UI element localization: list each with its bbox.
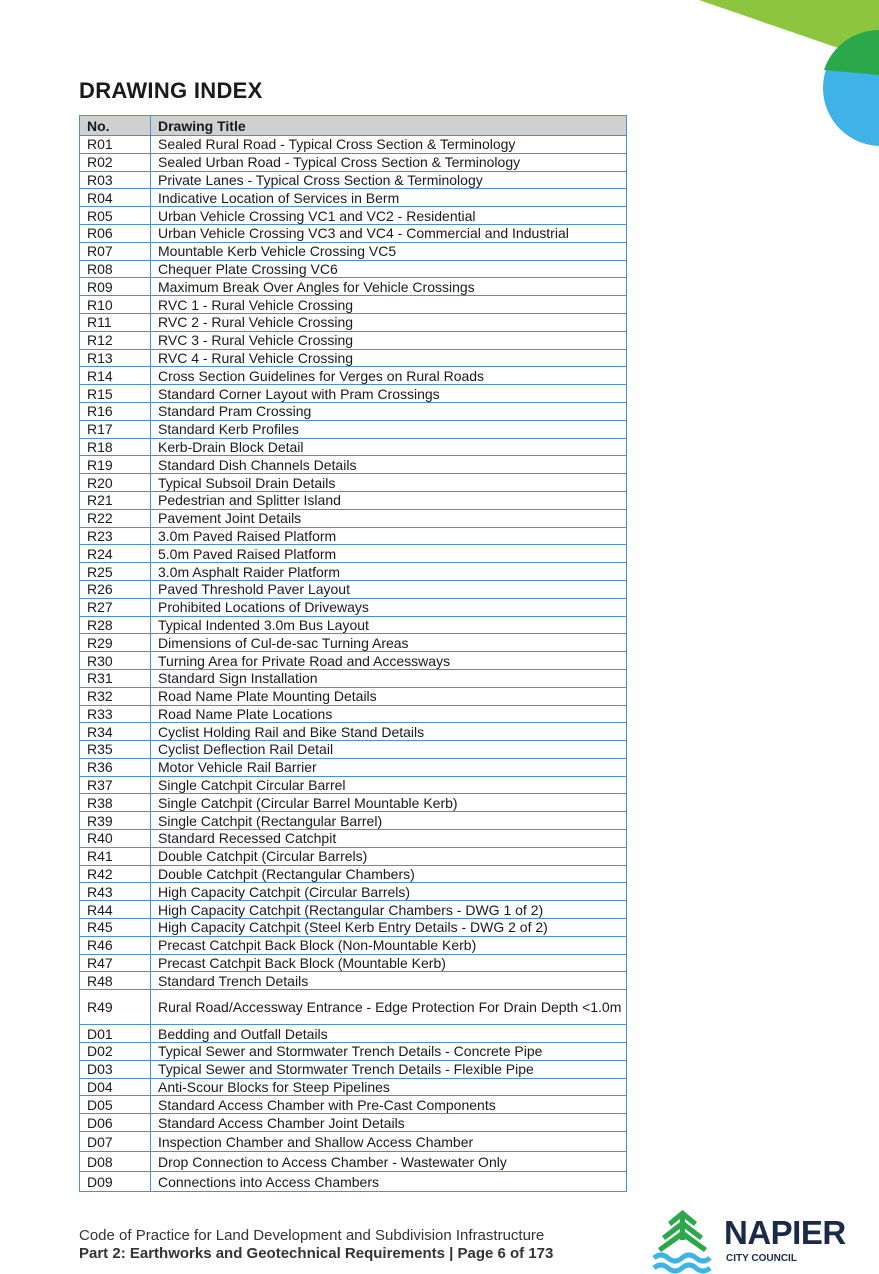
drawing-number: R46	[80, 936, 151, 954]
table-row	[80, 563, 627, 581]
table-row	[80, 723, 627, 741]
table-row	[80, 990, 627, 1025]
table-row	[80, 1172, 627, 1192]
table-row	[80, 936, 627, 954]
drawing-title: Standard Sign Installation	[151, 669, 627, 687]
drawing-title: Road Name Plate Mounting Details	[151, 687, 627, 705]
drawing-number: R11	[80, 313, 151, 331]
drawing-number: R05	[80, 207, 151, 225]
drawing-title: Drop Connection to Access Chamber - Wastewater Only	[151, 1152, 627, 1172]
logo-emblem-icon	[648, 1208, 720, 1274]
table-body	[80, 136, 627, 1192]
drawing-title: Standard Kerb Profiles	[151, 420, 627, 438]
drawing-number: R17	[80, 420, 151, 438]
drawing-title: High Capacity Catchpit (Circular Barrels)	[151, 883, 627, 901]
drawing-number: D08	[80, 1152, 151, 1172]
column-header-no: No.	[80, 116, 151, 136]
drawing-title: Connections into Access Chambers	[151, 1172, 627, 1192]
drawing-number: R20	[80, 474, 151, 492]
table-row	[80, 705, 627, 723]
drawing-number: D02	[80, 1043, 151, 1061]
drawing-title: Anti-Scour Blocks for Steep Pipelines	[151, 1078, 627, 1096]
table-row	[80, 794, 627, 812]
drawing-title: Urban Vehicle Crossing VC1 and VC2 - Residential	[151, 207, 627, 225]
table-row	[80, 242, 627, 260]
table-row	[80, 847, 627, 865]
drawing-title: Standard Pram Crossing	[151, 402, 627, 420]
drawing-title: Standard Access Chamber with Pre-Cast Components	[151, 1096, 627, 1114]
drawing-title: 3.0m Paved Raised Platform	[151, 527, 627, 545]
drawing-number: R37	[80, 776, 151, 794]
drawing-number: R08	[80, 260, 151, 278]
drawing-title: Standard Trench Details	[151, 972, 627, 990]
drawing-number: R25	[80, 563, 151, 581]
drawing-title: Single Catchpit (Rectangular Barrel)	[151, 812, 627, 830]
table-row	[80, 171, 627, 189]
table-row	[80, 1152, 627, 1172]
table-row	[80, 189, 627, 207]
drawing-number: R22	[80, 509, 151, 527]
drawing-title: Paved Threshold Paver Layout	[151, 580, 627, 598]
drawing-title: Chequer Plate Crossing VC6	[151, 260, 627, 278]
drawing-number: R28	[80, 616, 151, 634]
drawing-title: 5.0m Paved Raised Platform	[151, 545, 627, 563]
drawing-number: R26	[80, 580, 151, 598]
drawing-title: Precast Catchpit Back Block (Non-Mountable Kerb)	[151, 936, 627, 954]
table-row	[80, 1096, 627, 1114]
drawing-title: Sealed Rural Road - Typical Cross Section & Terminology	[151, 136, 627, 154]
table-row	[80, 1060, 627, 1078]
table-row	[80, 812, 627, 830]
table-row	[80, 865, 627, 883]
drawing-index-table	[79, 115, 627, 1192]
table-row	[80, 136, 627, 154]
drawing-title: Bedding and Outfall Details	[151, 1025, 627, 1043]
table-header-row	[80, 116, 627, 136]
drawing-number: D09	[80, 1172, 151, 1192]
table-row	[80, 1132, 627, 1152]
drawing-title: Dimensions of Cul-de-sac Turning Areas	[151, 634, 627, 652]
footer	[79, 1227, 553, 1263]
drawing-title: Motor Vehicle Rail Barrier	[151, 758, 627, 776]
drawing-title: Cross Section Guidelines for Verges on Rural Roads	[151, 367, 627, 385]
table-row	[80, 1114, 627, 1132]
drawing-number: R21	[80, 491, 151, 509]
drawing-title: Standard Access Chamber Joint Details	[151, 1114, 627, 1132]
drawing-title: RVC 3 - Rural Vehicle Crossing	[151, 331, 627, 349]
drawing-title: Typical Indented 3.0m Bus Layout	[151, 616, 627, 634]
drawing-number: R06	[80, 224, 151, 242]
drawing-number: R14	[80, 367, 151, 385]
drawing-number: R48	[80, 972, 151, 990]
table-row	[80, 687, 627, 705]
drawing-title: High Capacity Catchpit (Rectangular Chambers - DWG 1 of 2)	[151, 901, 627, 919]
napier-logo	[648, 1208, 848, 1274]
footer-document-title: Code of Practice for Land Development and Subdivision Infrastructure	[79, 1227, 545, 1244]
drawing-number: R01	[80, 136, 151, 154]
table-row	[80, 385, 627, 403]
drawing-number: R10	[80, 296, 151, 314]
table-row	[80, 278, 627, 296]
drawing-number: R24	[80, 545, 151, 563]
drawing-number: R32	[80, 687, 151, 705]
drawing-number: R30	[80, 652, 151, 670]
drawing-title: Standard Recessed Catchpit	[151, 830, 627, 848]
drawing-title: Mountable Kerb Vehicle Crossing VC5	[151, 242, 627, 260]
drawing-number: R18	[80, 438, 151, 456]
table-row	[80, 331, 627, 349]
drawing-title: RVC 2 - Rural Vehicle Crossing	[151, 313, 627, 331]
drawing-number: R36	[80, 758, 151, 776]
column-header-title: Drawing Title	[151, 116, 627, 136]
drawing-title: Typical Subsoil Drain Details	[151, 474, 627, 492]
drawing-number: R09	[80, 278, 151, 296]
drawing-title: Turning Area for Private Road and Accessways	[151, 652, 627, 670]
drawing-title: Rural Road/Accessway Entrance - Edge Protection For Drain Depth <1.0m	[151, 990, 627, 1025]
drawing-title: RVC 4 - Rural Vehicle Crossing	[151, 349, 627, 367]
drawing-number: D01	[80, 1025, 151, 1043]
table-row	[80, 456, 627, 474]
table-row	[80, 1043, 627, 1061]
table-row	[80, 491, 627, 509]
table-row	[80, 153, 627, 171]
drawing-title: Pavement Joint Details	[151, 509, 627, 527]
table-row	[80, 509, 627, 527]
drawing-number: R12	[80, 331, 151, 349]
table-row	[80, 1078, 627, 1096]
drawing-title: Indicative Location of Services in Berm	[151, 189, 627, 207]
table-row	[80, 367, 627, 385]
drawing-number: D07	[80, 1132, 151, 1152]
table-row	[80, 758, 627, 776]
drawing-title: Double Catchpit (Circular Barrels)	[151, 847, 627, 865]
table-row	[80, 634, 627, 652]
drawing-title: Kerb-Drain Block Detail	[151, 438, 627, 456]
drawing-number: R47	[80, 954, 151, 972]
drawing-title: Precast Catchpit Back Block (Mountable Kerb)	[151, 954, 627, 972]
drawing-title: Typical Sewer and Stormwater Trench Details - Concrete Pipe	[151, 1043, 627, 1061]
drawing-number: R13	[80, 349, 151, 367]
table-row	[80, 830, 627, 848]
drawing-number: R49	[80, 990, 151, 1025]
table-row	[80, 598, 627, 616]
table-row	[80, 919, 627, 937]
drawing-number: R33	[80, 705, 151, 723]
logo-subtitle: CITY COUNCIL	[726, 1253, 797, 1264]
table-row	[80, 474, 627, 492]
drawing-title: Cyclist Deflection Rail Detail	[151, 741, 627, 759]
corner-decoration	[699, 0, 879, 160]
table-row	[80, 438, 627, 456]
drawing-number: R40	[80, 830, 151, 848]
drawing-title: Inspection Chamber and Shallow Access Chamber	[151, 1132, 627, 1152]
drawing-number: R43	[80, 883, 151, 901]
table-row	[80, 741, 627, 759]
drawing-number: R03	[80, 171, 151, 189]
drawing-number: R31	[80, 669, 151, 687]
drawing-title: Double Catchpit (Rectangular Chambers)	[151, 865, 627, 883]
drawing-number: R07	[80, 242, 151, 260]
table-row	[80, 545, 627, 563]
drawing-number: R15	[80, 385, 151, 403]
drawing-number: R27	[80, 598, 151, 616]
drawing-title: Maximum Break Over Angles for Vehicle Crossings	[151, 278, 627, 296]
drawing-title: Sealed Urban Road - Typical Cross Section & Terminology	[151, 153, 627, 171]
drawing-number: R19	[80, 456, 151, 474]
table-row	[80, 402, 627, 420]
drawing-number: D04	[80, 1078, 151, 1096]
drawing-number: R16	[80, 402, 151, 420]
table-row	[80, 883, 627, 901]
drawing-title: Private Lanes - Typical Cross Section & Terminology	[151, 171, 627, 189]
page-title: DRAWING INDEX	[79, 78, 263, 103]
table-row	[80, 260, 627, 278]
drawing-title: Prohibited Locations of Driveways	[151, 598, 627, 616]
table-row	[80, 954, 627, 972]
drawing-title: Single Catchpit (Circular Barrel Mountable Kerb)	[151, 794, 627, 812]
drawing-title: Urban Vehicle Crossing VC3 and VC4 - Commercial and Industrial	[151, 224, 627, 242]
drawing-number: R45	[80, 919, 151, 937]
drawing-number: R29	[80, 634, 151, 652]
drawing-number: D05	[80, 1096, 151, 1114]
drawing-number: D06	[80, 1114, 151, 1132]
drawing-title: RVC 1 - Rural Vehicle Crossing	[151, 296, 627, 314]
drawing-title: Standard Dish Channels Details	[151, 456, 627, 474]
drawing-number: R35	[80, 741, 151, 759]
drawing-title: 3.0m Asphalt Raider Platform	[151, 563, 627, 581]
drawing-number: R04	[80, 189, 151, 207]
table-row	[80, 296, 627, 314]
table-row	[80, 207, 627, 225]
drawing-number: D03	[80, 1060, 151, 1078]
table-row	[80, 652, 627, 670]
drawing-title: Road Name Plate Locations	[151, 705, 627, 723]
drawing-title: Cyclist Holding Rail and Bike Stand Details	[151, 723, 627, 741]
drawing-number: R38	[80, 794, 151, 812]
logo-name: NAPIER	[724, 1214, 846, 1251]
table-row	[80, 901, 627, 919]
table-row	[80, 313, 627, 331]
drawing-number: R34	[80, 723, 151, 741]
table-row	[80, 669, 627, 687]
drawing-number: R41	[80, 847, 151, 865]
drawing-title: Single Catchpit Circular Barrel	[151, 776, 627, 794]
table-row	[80, 616, 627, 634]
drawing-number: R44	[80, 901, 151, 919]
table-row	[80, 776, 627, 794]
drawing-title: High Capacity Catchpit (Steel Kerb Entry Details - DWG 2 of 2)	[151, 919, 627, 937]
table-row	[80, 527, 627, 545]
table-row	[80, 1025, 627, 1043]
drawing-number: R39	[80, 812, 151, 830]
drawing-title: Pedestrian and Splitter Island	[151, 491, 627, 509]
drawing-number: R02	[80, 153, 151, 171]
table-row	[80, 972, 627, 990]
drawing-title: Typical Sewer and Stormwater Trench Details - Flexible Pipe	[151, 1060, 627, 1078]
drawing-number: R23	[80, 527, 151, 545]
table-row	[80, 349, 627, 367]
table-row	[80, 580, 627, 598]
table-row	[80, 224, 627, 242]
footer-part-page: Part 2: Earthworks and Geotechnical Requirements | Page 6 of 173	[79, 1245, 554, 1262]
drawing-title: Standard Corner Layout with Pram Crossings	[151, 385, 627, 403]
drawing-number: R42	[80, 865, 151, 883]
table-row	[80, 420, 627, 438]
